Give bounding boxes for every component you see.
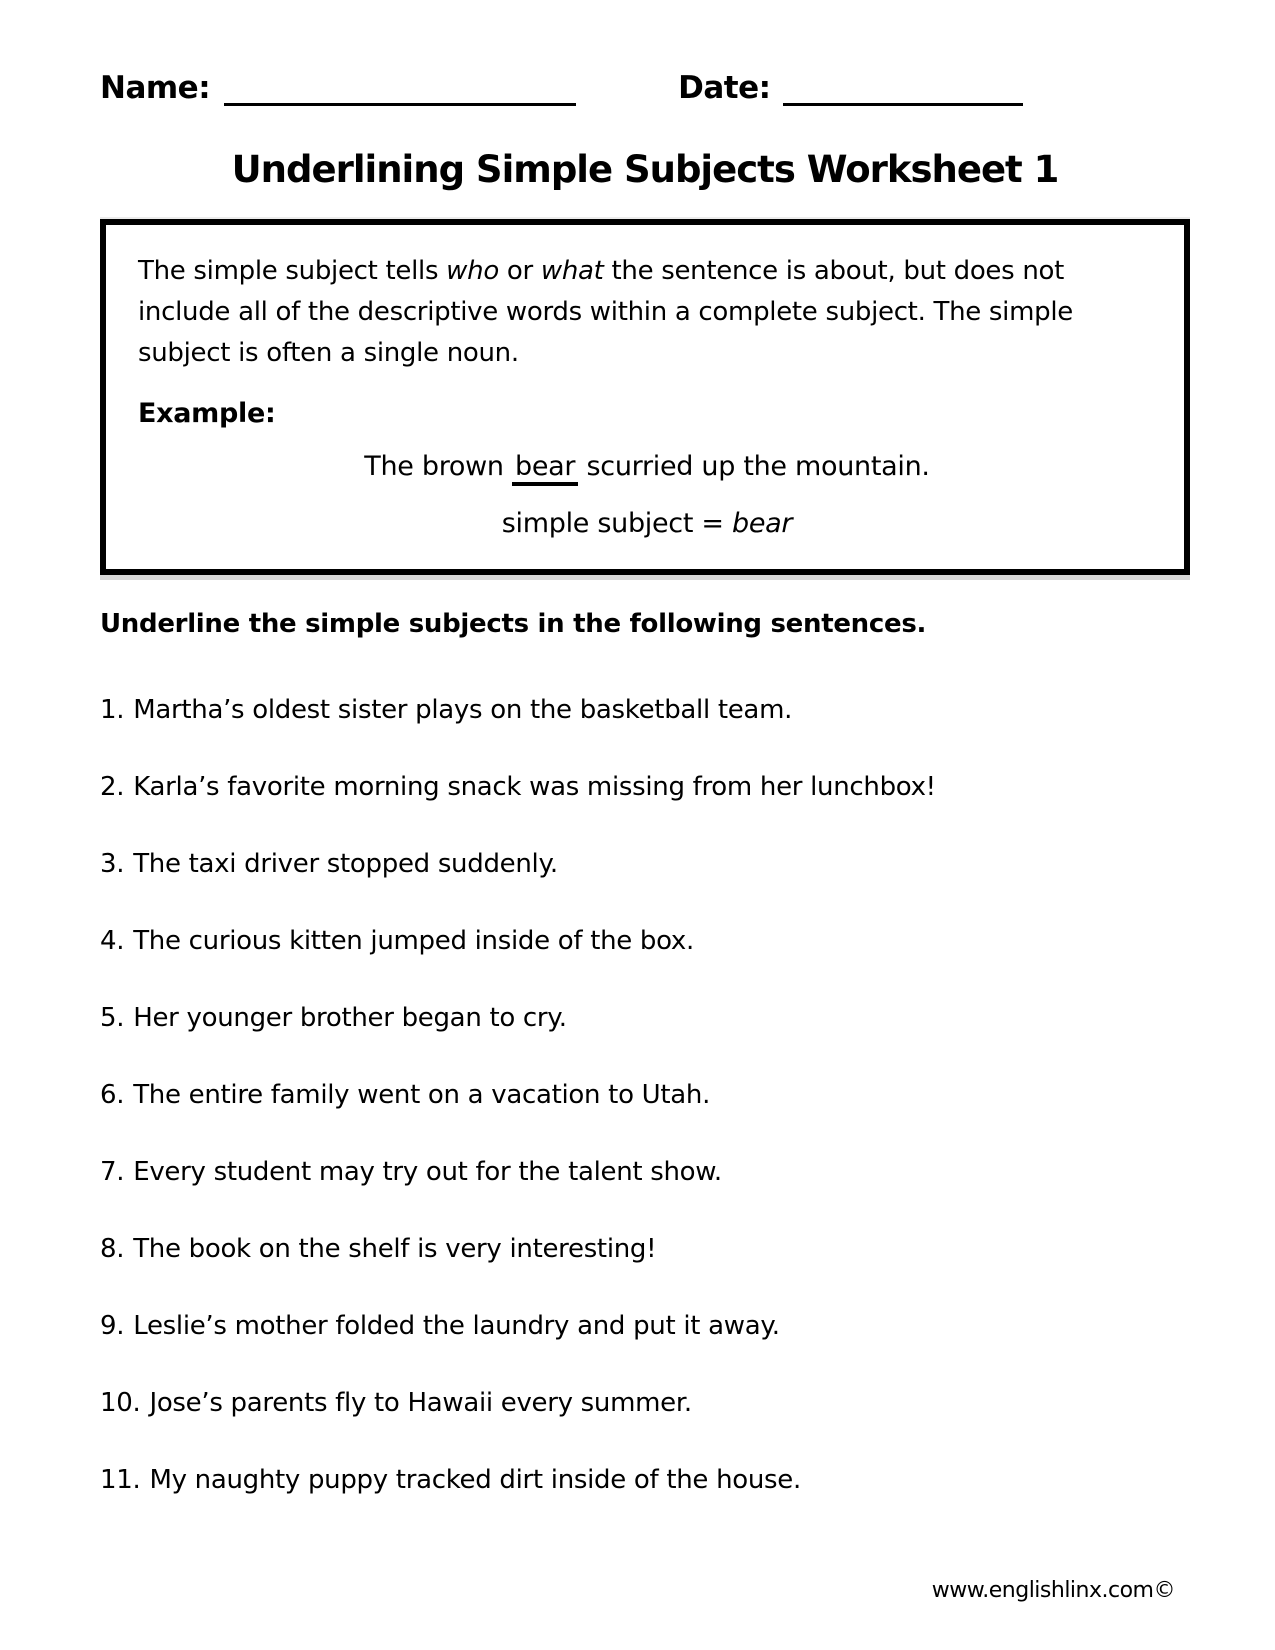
name-label: Name: (100, 70, 211, 106)
footer-site-credit: www.englishlinx.com© (931, 1578, 1175, 1603)
example-result-word: bear (732, 508, 793, 540)
sentence-number: 6. (100, 1080, 125, 1111)
sentence-text: The entire family went on a vacation to Utah. (133, 1080, 711, 1111)
sentence-number: 2. (100, 772, 125, 803)
sentence-item (100, 849, 1190, 926)
header-row (100, 70, 1190, 106)
name-blank-line (224, 72, 576, 106)
example-sentence-pre: The brown (364, 451, 513, 483)
sentence-item (100, 1388, 1190, 1465)
example-underlined-word: bear (512, 451, 578, 486)
sentence-text: My naughty puppy tracked dirt inside of the house. (149, 1465, 801, 1496)
sentence-text: The taxi driver stopped suddenly. (133, 849, 558, 880)
sentence-number: 7. (100, 1157, 125, 1188)
example-label: Example: (138, 398, 276, 430)
sentence-item (100, 926, 1190, 1003)
sentence-text: Jose’s parents fly to Hawaii every summer. (149, 1388, 692, 1419)
sentence-text: Leslie’s mother folded the laundry and put it away. (133, 1311, 780, 1342)
sentence-item (100, 1465, 1190, 1542)
sentence-text: Martha’s oldest sister plays on the basketball team. (133, 695, 793, 726)
sentence-number: 3. (100, 849, 125, 880)
example-result (138, 508, 1156, 539)
sentence-number: 4. (100, 926, 125, 957)
sentence-text: Karla’s favorite morning snack was missing from her lunchbox! (133, 772, 936, 803)
sentence-item (100, 1157, 1190, 1234)
example-sentence-post: scurried up the mountain. (578, 451, 930, 483)
sentence-text: The book on the shelf is very interesting! (133, 1234, 657, 1265)
intro-italic-who: who (446, 256, 499, 286)
sentence-item (100, 772, 1190, 849)
sentence-number: 5. (100, 1003, 125, 1034)
sentence-number: 11. (100, 1465, 141, 1496)
sentence-item (100, 1311, 1190, 1388)
sentence-text: Every student may try out for the talent show. (133, 1157, 722, 1188)
explanation-box (100, 219, 1190, 575)
page-title: Underlining Simple Subjects Worksheet 1 (231, 148, 1059, 191)
sentence-item (100, 695, 1190, 772)
example-sentence (138, 451, 1156, 482)
sentence-item (100, 1234, 1190, 1311)
intro-part1: The simple subject tells (138, 256, 447, 286)
example-result-pre: simple subject = (501, 508, 733, 540)
intro-part3: the sentence is about, but does not include all of the descriptive words within a complete subject. The simple subject is often a single noun. (138, 256, 1073, 369)
sentence-number: 10. (100, 1388, 141, 1419)
sentence-text: Her younger brother began to cry. (133, 1003, 567, 1034)
sentence-list (100, 695, 1190, 1542)
sentence-item (100, 1003, 1190, 1080)
intro-part2: or (498, 256, 541, 286)
instruction-text: Underline the simple subjects in the following sentences. (100, 609, 927, 640)
sentence-number: 9. (100, 1311, 125, 1342)
intro-italic-what: what (540, 256, 604, 286)
sentence-text: The curious kitten jumped inside of the box. (133, 926, 694, 957)
date-group (678, 70, 1022, 106)
sentence-number: 8. (100, 1234, 125, 1265)
sentence-item (100, 1080, 1190, 1157)
explanation-paragraph (138, 251, 1156, 374)
sentence-number: 1. (100, 695, 125, 726)
date-blank-line (783, 72, 1023, 106)
date-label: Date: (678, 70, 771, 106)
